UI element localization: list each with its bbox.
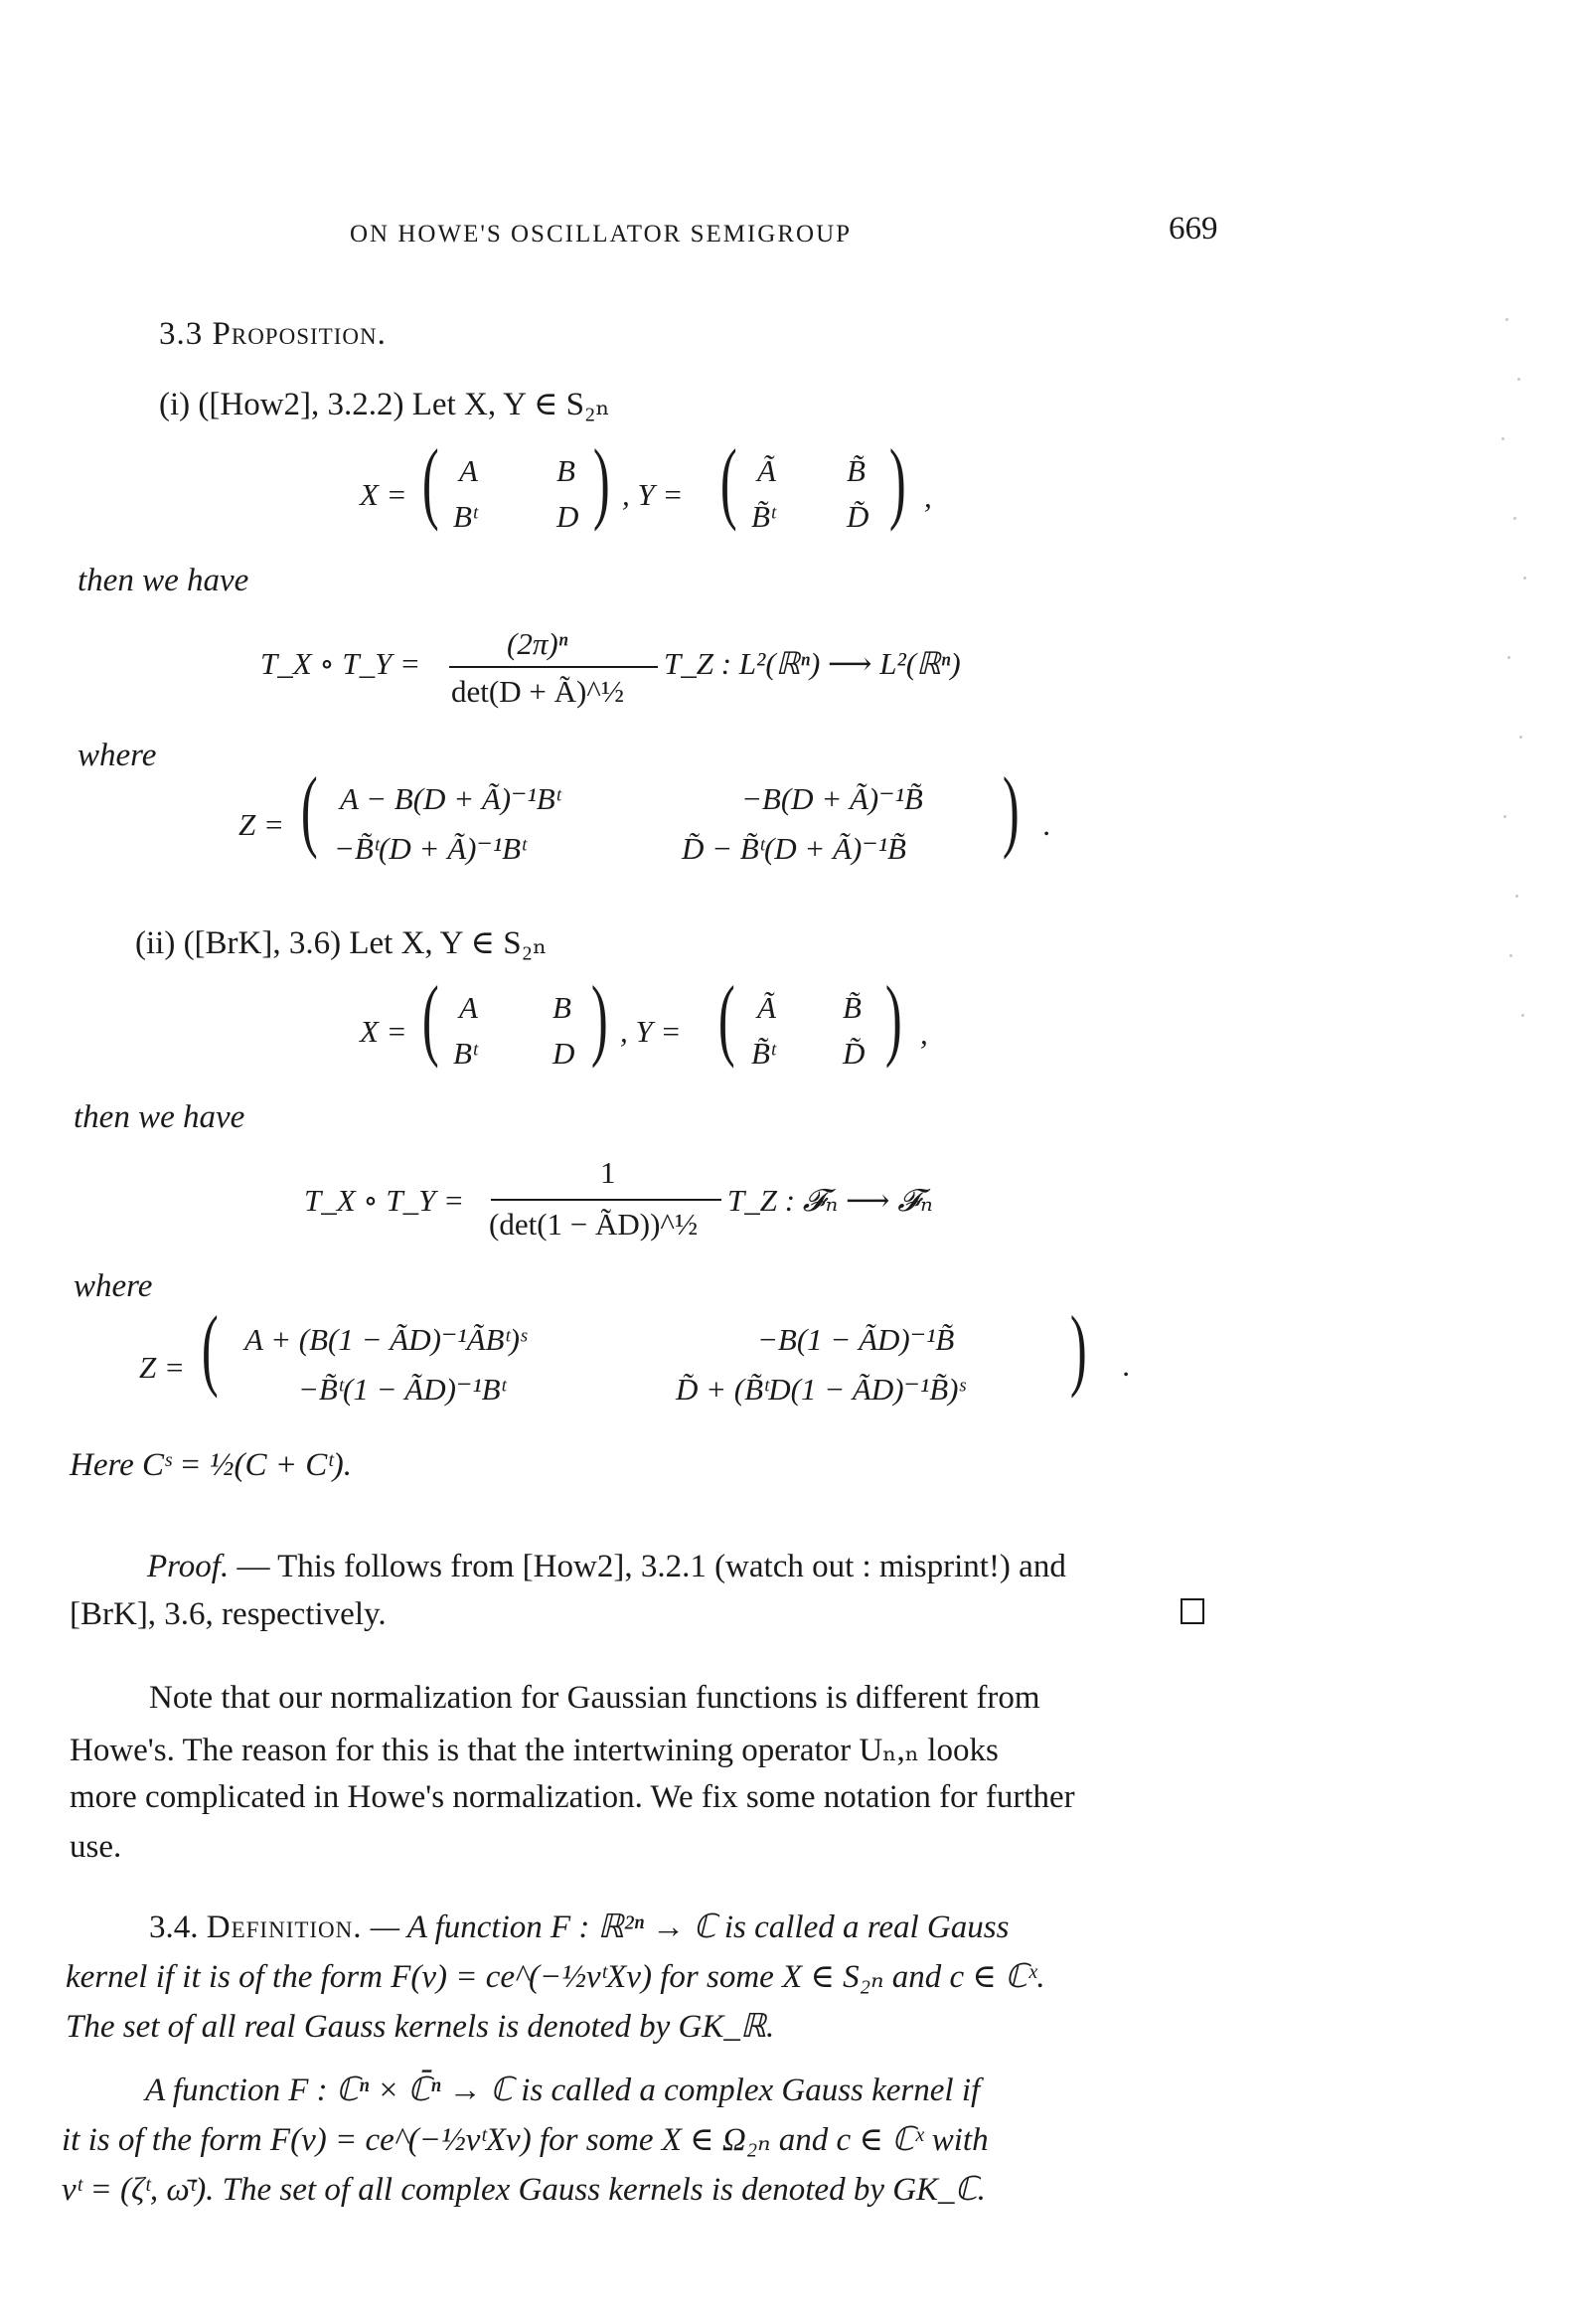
part2-intro: (ii) ([BrK], 3.6) Let X, Y ∈ S₂ₙ xyxy=(135,925,548,961)
where-label: where xyxy=(74,1268,153,1304)
definition-heading: Definition. xyxy=(206,1909,363,1945)
matrix-cell: D̃ + (B̃ᵗD(1 − ÃD)⁻¹B̃)ˢ xyxy=(676,1372,966,1407)
where-label: where xyxy=(78,738,157,773)
note-line: more complicated in Howe's normalization. We fix some notation for further xyxy=(70,1779,1075,1815)
matrix-cell: Ã xyxy=(757,990,776,1025)
running-title: ON HOWE'S OSCILLATOR SEMIGROUP xyxy=(350,221,853,248)
page-number: 669 xyxy=(1169,211,1218,247)
definition-line-1 xyxy=(149,1907,1009,1946)
matrix-cell: B̃ᵗ xyxy=(751,1036,776,1071)
equation-lhs: T_X ∘ T_Y = xyxy=(304,1183,465,1218)
left-paren: ( xyxy=(421,967,439,1069)
fraction-bar xyxy=(491,1199,721,1201)
proposition-heading: 3.3 Proposition. xyxy=(159,316,387,352)
left-paren: ( xyxy=(201,1297,219,1399)
matrix-cell: D̃ xyxy=(847,499,869,534)
definition-line: kernel if it is of the form F(v) = ce^(−½vᵗXv) for some X ∈ S₂ₙ and c ∈ ℂˣ. xyxy=(66,1959,1045,1995)
definition-number: 3.4. xyxy=(149,1909,199,1945)
matrix-cell: B̃ᵗ xyxy=(751,499,776,534)
y-def: , Y = xyxy=(622,477,684,512)
scan-margin-marks xyxy=(1496,318,1535,1093)
definition-line: A function F : ℂⁿ × ℂ̄ⁿ → ℂ is called a complex Gauss kernel if xyxy=(145,2073,981,2108)
qed-box-icon xyxy=(1181,1598,1204,1624)
matrix-cell: D̃ xyxy=(843,1036,866,1071)
fraction-bar xyxy=(449,666,658,668)
matrix-cell: −B̃ᵗ(D + Ã)⁻¹Bᵗ xyxy=(334,831,527,866)
right-paren: ) xyxy=(888,430,906,532)
fraction-denominator: (det(1 − ÃD))^½ xyxy=(489,1207,699,1242)
equation-rhs: T_Z : L²(ℝⁿ) ⟶ L²(ℝⁿ) xyxy=(664,646,961,681)
matrix-cell: D xyxy=(556,499,579,534)
definition-line: it is of the form F(v) = ce^(−½vᵗXv) for some X ∈ Ω₂ₙ and c ∈ ℂˣ with xyxy=(62,2122,989,2158)
comma: , xyxy=(920,1016,928,1051)
fraction-denominator: det(D + Ã)^½ xyxy=(451,674,625,709)
matrix-cell: B̃ xyxy=(847,453,866,488)
matrix-cell: B xyxy=(552,990,571,1025)
here-cs-definition: Here Cˢ = ½(C + Cᵗ). xyxy=(70,1447,353,1483)
equation-rhs: T_Z : 𝓕ₙ ⟶ 𝓕ₙ xyxy=(727,1183,933,1218)
right-paren: ) xyxy=(1069,1297,1087,1399)
right-paren: ) xyxy=(592,430,610,532)
matrix-cell: D̃ − B̃ᵗ(D + Ã)⁻¹B̃ xyxy=(682,831,906,866)
note-line: use. xyxy=(70,1829,122,1865)
note-line: Note that our normalization for Gaussian functions is different from xyxy=(149,1680,1040,1716)
right-paren: ) xyxy=(884,967,902,1069)
then-we-have: then we have xyxy=(74,1099,245,1135)
x-def: X = xyxy=(360,1014,407,1049)
period: . xyxy=(1123,1348,1131,1383)
z-lhs: Z = xyxy=(238,807,284,842)
definition-line: The set of all real Gauss kernels is denoted by GK_ℝ. xyxy=(66,2009,775,2045)
part1-intro: (i) ([How2], 3.2.2) Let X, Y ∈ S₂ₙ xyxy=(159,387,610,422)
matrix-cell: Bᵗ xyxy=(453,499,478,534)
proof-line-2: [BrK], 3.6, respectively. xyxy=(70,1596,387,1632)
note-line: Howe's. The reason for this is that the intertwining operator Uₙ,ₙ looks xyxy=(70,1733,999,1768)
matrix-cell: B̃ xyxy=(843,990,862,1025)
matrix-cell: B xyxy=(556,453,575,488)
right-paren: ) xyxy=(590,967,608,1069)
matrix-cell: A + (B(1 − ÃD)⁻¹ÃBᵗ)ˢ xyxy=(244,1322,527,1357)
equation-lhs: T_X ∘ T_Y = xyxy=(260,646,421,681)
matrix-cell: −B̃ᵗ(1 − ÃD)⁻¹Bᵗ xyxy=(298,1372,506,1407)
definition-line: vᵗ = (ζᵗ, ω̄ᵗ). The set of all complex Gauss kernels is denoted by GK_ℂ. xyxy=(62,2172,986,2208)
matrix-cell: A − B(D + Ã)⁻¹Bᵗ xyxy=(340,781,560,816)
y-def: , Y = xyxy=(620,1014,682,1049)
z-lhs: Z = xyxy=(139,1350,185,1385)
proof-line-1 xyxy=(147,1549,1066,1585)
period: . xyxy=(1043,807,1051,842)
matrix-cell: Ã xyxy=(757,453,776,488)
matrix-cell: D xyxy=(552,1036,575,1071)
left-paren: ( xyxy=(717,967,735,1069)
matrix-cell: Bᵗ xyxy=(453,1036,478,1071)
matrix-cell: A xyxy=(459,453,478,488)
matrix-cell: −B(1 − ÃD)⁻¹B̃ xyxy=(757,1322,955,1357)
fraction-numerator: 1 xyxy=(600,1155,616,1190)
left-paren: ( xyxy=(300,758,318,860)
x-def: X = xyxy=(360,477,407,512)
matrix-cell: A xyxy=(459,990,478,1025)
comma: , xyxy=(924,479,932,514)
proof-label: Proof. xyxy=(147,1549,230,1584)
definition-text: — A function F : ℝ²ⁿ → ℂ is called a real Gauss xyxy=(362,1909,1010,1945)
fraction-numerator: (2π)ⁿ xyxy=(507,626,568,661)
then-we-have: then we have xyxy=(78,563,249,598)
proof-text: — This follows from [How2], 3.2.1 (watch out : misprint!) and xyxy=(229,1549,1066,1584)
left-paren: ( xyxy=(421,430,439,532)
left-paren: ( xyxy=(719,430,737,532)
right-paren: ) xyxy=(1002,758,1020,860)
matrix-cell: −B(D + Ã)⁻¹B̃ xyxy=(741,781,923,816)
